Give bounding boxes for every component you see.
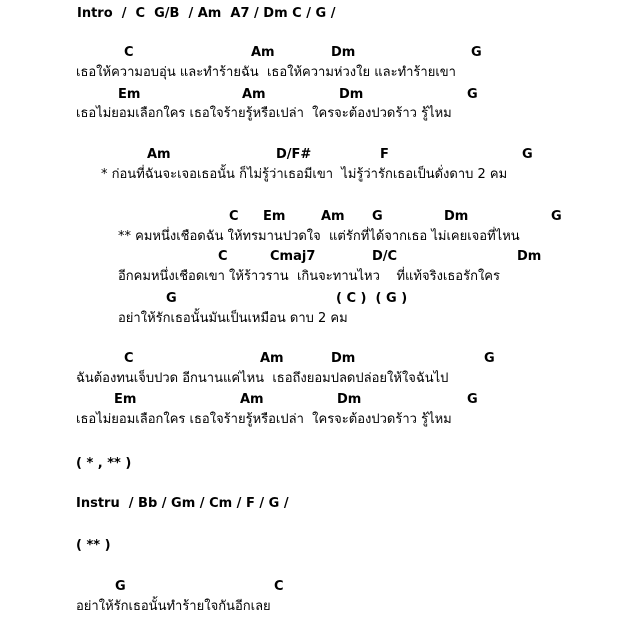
chord: Dm [331,45,356,60]
intro-line: Intro / C G/B / Am A7 / Dm C / G / [77,6,336,21]
chord: Em [114,392,137,407]
chord: F [380,147,389,162]
chord: C [229,209,239,224]
chord: C [124,351,134,366]
chord: Cmaj7 [270,249,316,264]
lyric-line: อย่าให้รักเธอนั้นมันเป็นเหมือน ดาบ 2 คม [118,311,348,326]
chord: G [551,209,562,224]
chord: Dm [444,209,469,224]
chord: G [471,45,482,60]
lyric-line: * ก่อนที่ฉันจะเจอเธอนั้น ก็ไม่รู้ว่าเธอมีเขา ไม่รู้ว่ารักเธอเป็นดั่งดาบ 2 คม [101,167,508,182]
chord: G [484,351,495,366]
chord: G [166,291,177,306]
chord: G [115,579,126,594]
chord: G [372,209,383,224]
chord: C [274,579,284,594]
chord: Dm [337,392,362,407]
lyric-line: ** คมหนึ่งเชือดฉัน ให้ทรมานปวดใจ แต่รักที่ได้จากเธอ ไม่เคยเจอที่ไหน [118,229,520,244]
chord: Dm [339,87,364,102]
chord: G [522,147,533,162]
instru-line: Instru / Bb / Gm / Cm / F / G / [76,496,289,511]
chord: G [467,392,478,407]
chord: Am [240,392,264,407]
chord: ( C ) ( G ) [336,291,408,306]
lyric-line: ฉันต้องทนเจ็บปวด อีกนานแค่ไหน เธอถึงยอมปลดปล่อยให้ใจฉันไป [76,371,449,386]
lyric-line: อย่าให้รักเธอนั้นทำร้ายใจกันอีกเลย [76,599,271,614]
chord: Dm [517,249,542,264]
chord: Em [118,87,141,102]
lyric-line: อีกคมหนึ่งเชือดเขา ให้ร้าวราน เกินจะทานไหว ที่แท้จริงเธอรักใคร [118,269,500,284]
chord: Am [321,209,345,224]
chord: Am [260,351,284,366]
chord: G [467,87,478,102]
lyric-line: เธอให้ความอบอุ่น และทำร้ายฉัน เธอให้ความห่วงใย และทำร้ายเขา [76,65,456,80]
chord: C [218,249,228,264]
chord: Em [263,209,286,224]
lyric-line: เธอไม่ยอมเลือกใคร เธอใจร้ายรู้หรือเปล่า ใครจะต้องปวดร้าว รู้ไหม [76,412,452,427]
chord: Dm [331,351,356,366]
repeat-marker: ( * , ** ) [76,456,132,471]
chord: D/F# [276,147,312,162]
chord: Am [251,45,275,60]
chord: Am [242,87,266,102]
chord: C [124,45,134,60]
lyric-line: เธอไม่ยอมเลือกใคร เธอใจร้ายรู้หรือเปล่า ใครจะต้องปวดร้าว รู้ไหม [76,106,452,121]
chord: Am [147,147,171,162]
chord: D/C [372,249,398,264]
repeat-marker: ( ** ) [76,538,111,553]
